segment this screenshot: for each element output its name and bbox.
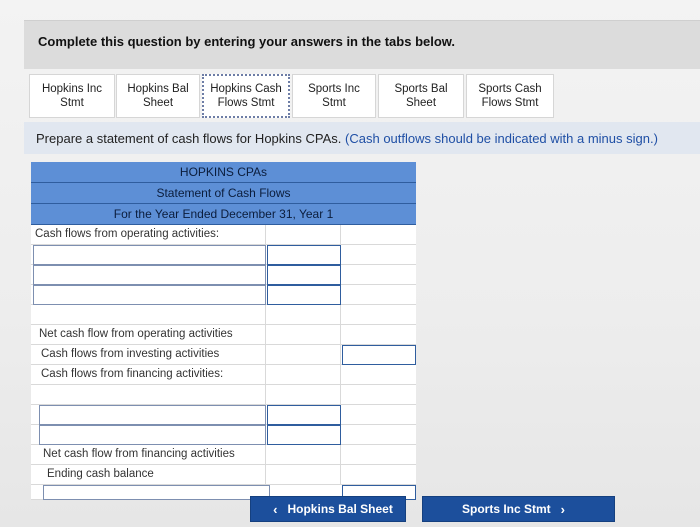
prev-tab-label: Hopkins Bal Sheet	[287, 502, 393, 516]
investing-label: Cash flows from investing activities	[41, 348, 220, 360]
prompt-note: (Cash outflows should be indicated with a minus sign.)	[345, 131, 658, 146]
ending-balance-label: Ending cash balance	[47, 468, 154, 480]
prev-tab-button[interactable]	[250, 496, 406, 522]
operating-item-2-amount-input[interactable]	[267, 265, 341, 285]
beginning-balance-label-input[interactable]	[43, 485, 270, 500]
financing-header-label: Cash flows from financing activities:	[41, 368, 224, 380]
net-operating-label: Net cash flow from operating activities	[39, 328, 233, 340]
operating-item-1-label-input[interactable]	[33, 245, 266, 265]
net-financing-label: Net cash flow from financing activities	[43, 448, 235, 460]
tab-hopkins-inc-stmt[interactable]: Hopkins Inc Stmt	[29, 74, 115, 118]
table-row	[31, 465, 416, 485]
operating-header-label: Cash flows from operating activities:	[35, 228, 220, 240]
table-row	[31, 405, 416, 425]
table-row	[31, 385, 416, 405]
table-row	[31, 285, 416, 305]
tab-sports-bal-sheet[interactable]: Sports Bal Sheet	[378, 74, 464, 118]
operating-item-3-label-input[interactable]	[33, 285, 266, 305]
table-row	[31, 365, 416, 385]
operating-item-1-amount-input[interactable]	[267, 245, 341, 265]
next-tab-button[interactable]	[422, 496, 615, 522]
statement-grid	[31, 225, 416, 500]
statement-period: For the Year Ended December 31, Year 1	[31, 204, 416, 225]
instruction-text: Complete this question by entering your answers in the tabs below.	[38, 34, 456, 49]
tab-sports-inc-stmt[interactable]: Sports Inc Stmt	[292, 74, 376, 118]
table-row	[31, 425, 416, 445]
statement-company: HOPKINS CPAs	[31, 162, 416, 183]
statement-title: Statement of Cash Flows	[31, 183, 416, 204]
next-tab-label: Sports Inc Stmt	[461, 502, 551, 516]
table-row	[31, 325, 416, 345]
chevron-right-icon: ›	[560, 501, 566, 517]
tab-hopkins-cash-flows-stmt[interactable]: Hopkins Cash Flows Stmt	[202, 74, 290, 118]
table-row	[31, 305, 416, 325]
operating-item-2-label-input[interactable]	[33, 265, 266, 285]
prompt-main: Prepare a statement of cash flows for Hopkins CPAs.	[36, 131, 342, 146]
table-row	[31, 225, 416, 245]
tab-sports-cash-flows-stmt[interactable]: Sports Cash Flows Stmt	[466, 74, 554, 118]
table-row	[31, 345, 416, 365]
operating-item-3-amount-input[interactable]	[267, 285, 341, 305]
financing-item-1-amount-input[interactable]	[267, 405, 341, 425]
chevron-left-icon: ‹	[273, 501, 278, 517]
financing-item-2-label-input[interactable]	[39, 425, 266, 445]
investing-amount-input[interactable]	[342, 345, 416, 365]
table-row	[31, 445, 416, 465]
financing-item-2-amount-input[interactable]	[267, 425, 341, 445]
prompt-text	[36, 131, 658, 146]
table-row	[31, 265, 416, 285]
table-row	[31, 245, 416, 265]
tab-hopkins-bal-sheet[interactable]: Hopkins Bal Sheet	[116, 74, 200, 118]
financing-item-1-label-input[interactable]	[39, 405, 266, 425]
